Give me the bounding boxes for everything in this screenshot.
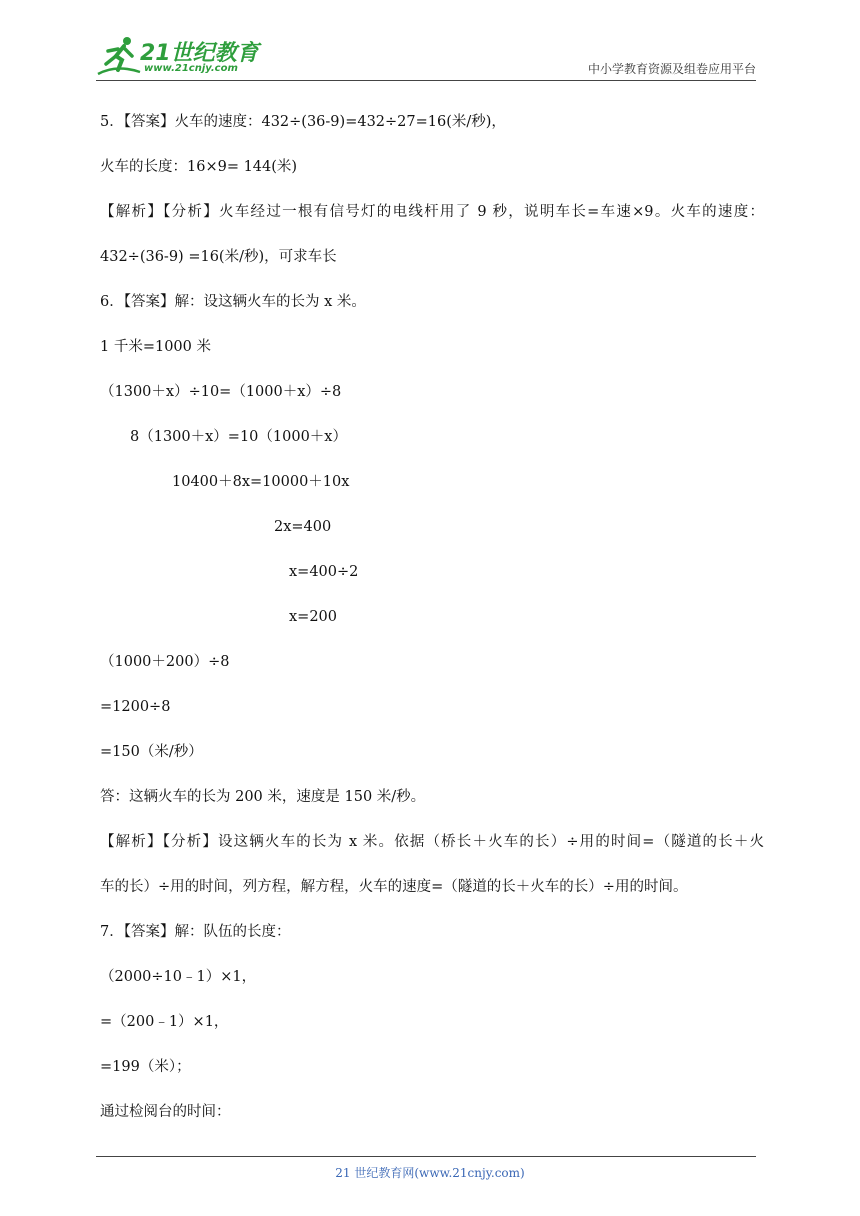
equation-line: （1300＋x）÷10=（1000＋x）÷8: [100, 384, 342, 400]
text-line: 火车的长度：16×9= 144(米): [100, 159, 298, 175]
equation-line: x=400÷2: [289, 564, 359, 580]
text-line: 1 千米=1000 米: [100, 339, 211, 355]
text-line: 432÷(36-9) =16(米/秒)，可求车长: [100, 249, 337, 265]
equation-line: 2x=400: [274, 519, 332, 535]
equation-line: （1000＋200）÷8: [100, 654, 230, 670]
text-line: 【解析】【分析】设这辆火车的长为 x 米。依据（桥长＋火车的长）÷用的时间=（隧道的长＋火: [100, 834, 764, 850]
logo-text: 21世纪教育: [140, 41, 259, 66]
text-line: 5．【答案】火车的速度：432÷(36-9)=432÷27=16(米/秒)，: [100, 114, 506, 130]
footer-divider: [96, 1156, 756, 1157]
equation-line: =1200÷8: [100, 699, 171, 715]
text-line: 通过检阅台的时间：: [100, 1104, 231, 1120]
answer-line: 答：这辆火车的长为 200 米，速度是 150 米/秒。: [100, 789, 426, 805]
equation-line: =（200﹣1）×1，: [100, 1014, 229, 1030]
text-line: 7．【答案】解：队伍的长度：: [100, 924, 291, 940]
equation-line: 10400＋8x=10000＋10x: [172, 474, 350, 490]
logo: [96, 34, 266, 78]
page-header: [96, 34, 756, 80]
platform-title: 中小学教育资源及组卷应用平台: [587, 62, 756, 76]
equation-line: =150（米/秒）: [100, 744, 203, 760]
page-footer: 21 世纪教育网(www.21cnjy.com): [335, 1166, 525, 1180]
equation-line: （2000÷10﹣1）×1，: [100, 969, 257, 985]
logo-url: www.21cnjy.com: [144, 63, 238, 74]
equation-line: 8（1300＋x）=10（1000＋x）: [130, 429, 347, 445]
equation-line: =199（米）；: [100, 1059, 191, 1075]
text-line: 【解析】【分析】火车经过一根有信号灯的电线杆用了 9 秒，说明车长=车速×9。火车的速度：: [100, 204, 764, 220]
text-line: 6．【答案】解：设这辆火车的长为 x 米。: [100, 294, 366, 310]
text-line: 车的长）÷用的时间，列方程，解方程，火车的速度=（隧道的长＋火车的长）÷用的时间。: [100, 879, 688, 895]
runner-logo-icon: [96, 34, 142, 78]
equation-line: x=200: [289, 609, 338, 625]
header-divider: [96, 80, 756, 81]
